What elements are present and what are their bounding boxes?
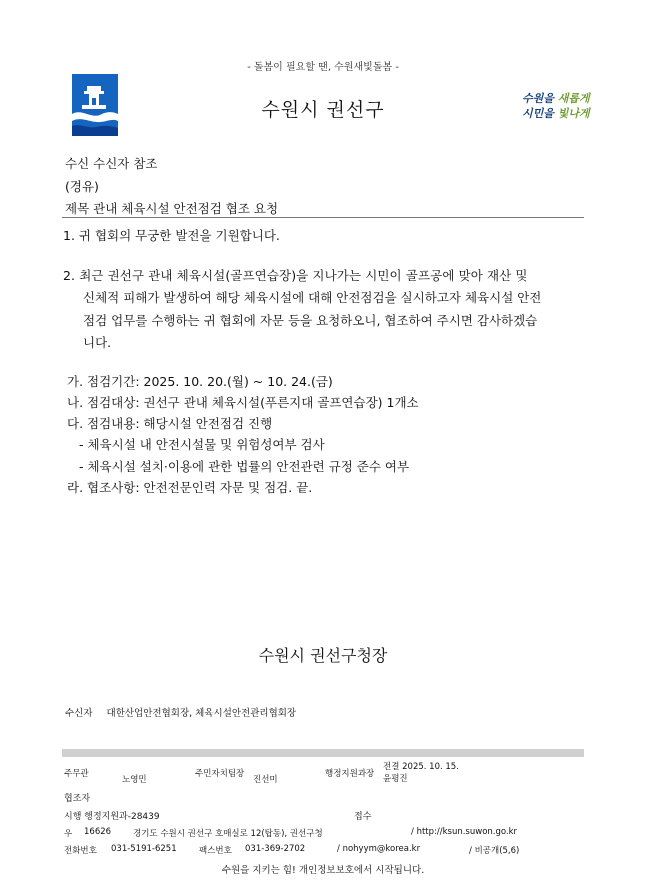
approval-role-1: 주무관 — [64, 769, 89, 779]
recipients-label: 수신자 — [65, 708, 93, 719]
phone-number: 031-5191-6251 — [111, 844, 177, 854]
item-period: 가. 점검기간: 2025. 10. 20.(월) ~ 10. 24.(금) — [67, 374, 333, 389]
subject-rule — [62, 217, 584, 218]
approval-name-2: 진선미 — [253, 775, 278, 785]
approval-name-1: 노영민 — [122, 775, 147, 785]
approval-final: 전결 2025. 10. 15. — [383, 762, 459, 772]
email: / nohyym@korea.kr — [337, 844, 421, 854]
via-line: (경유) — [65, 179, 99, 194]
address: 경기도 수원시 권선구 호매실로 12(탑동), 권선구청 — [133, 829, 323, 839]
motto-line2-b: 빛나게 — [557, 107, 590, 120]
item-cooperation: 라. 협조사항: 안전전문인력 자문 및 점검. 끝. — [67, 480, 313, 495]
approval-name-3: 윤평진 — [383, 774, 408, 784]
paragraph-1: 1. 귀 협회의 무궁한 발전을 기원합니다. — [63, 228, 280, 243]
paragraph-2-line-1: 2. 최근 권선구 관내 체육시설(골프연습장)을 지나가는 시민이 골프공에 맞아 재산 및 — [63, 268, 528, 283]
enforcement-number: 시행 행정지원과-28439 — [64, 812, 160, 822]
motto-line1-b: 새롭게 — [557, 92, 590, 105]
privacy-message: 수원을 지키는 힘! 개인정보보호에서 시작됩니다. — [221, 865, 425, 876]
disclosure-status: / 비공개(5,6) — [469, 846, 520, 856]
recipient-line: 수신 수신자 참조 — [65, 156, 158, 171]
approval-role-3: 행정지원과장 — [325, 769, 375, 779]
fax-label: 팩스번호 — [199, 846, 232, 856]
motto-line1-a: 수원을 — [522, 92, 558, 105]
zip-label: 우 — [64, 829, 73, 839]
paragraph-2-line-3: 점검 업무를 수행하는 귀 협회에 자문 등을 요청하오니, 협조하여 주시면 감사하겠습 — [83, 313, 538, 328]
fax-number: 031-369-2702 — [245, 844, 306, 854]
paragraph-2-line-4: 니다. — [83, 335, 112, 350]
org-title: 수원시 권선구 — [261, 99, 385, 121]
zip-code: 16626 — [84, 827, 112, 837]
item-content-sub-1: - 체육시설 내 안전시설물 및 위험성여부 검사 — [79, 437, 325, 452]
recipients-value: 대한산업안전협회장, 체육시설안전관리협회장 — [106, 708, 297, 719]
recipients-list — [65, 705, 296, 719]
item-content: 다. 점검내용: 해당시설 안전점검 진행 — [67, 416, 273, 431]
approval-role-2: 주민자치팀장 — [195, 769, 245, 779]
subject-line: 제목 관내 체육시설 안전점검 협조 요청 — [65, 201, 279, 216]
sender-title: 수원시 권선구청장 — [258, 646, 388, 665]
slogan: - 돌봄이 필요할 땐, 수원새빛돌봄 - — [247, 62, 399, 73]
motto-line2-a: 시민을 — [522, 107, 558, 120]
cooperator: 협조자 — [64, 794, 91, 804]
city-motto — [522, 86, 588, 122]
item-target: 나. 점검대상: 권선구 관내 체육시설(푸른지대 골프연습장) 1개소 — [67, 395, 419, 410]
item-content-sub-2: - 체육시설 설치·이용에 관한 법률의 안전관련 규정 준수 여부 — [79, 459, 410, 474]
divider-bar — [62, 749, 584, 757]
receipt: 접수 — [354, 812, 372, 822]
homepage-url: / http://ksun.suwon.go.kr — [411, 827, 518, 837]
paragraph-2-line-2: 신체적 피해가 발생하여 해당 체육시설에 대해 안전점검을 실시하고자 체육시설 안전 — [83, 290, 542, 305]
phone-label: 전화번호 — [64, 846, 97, 856]
